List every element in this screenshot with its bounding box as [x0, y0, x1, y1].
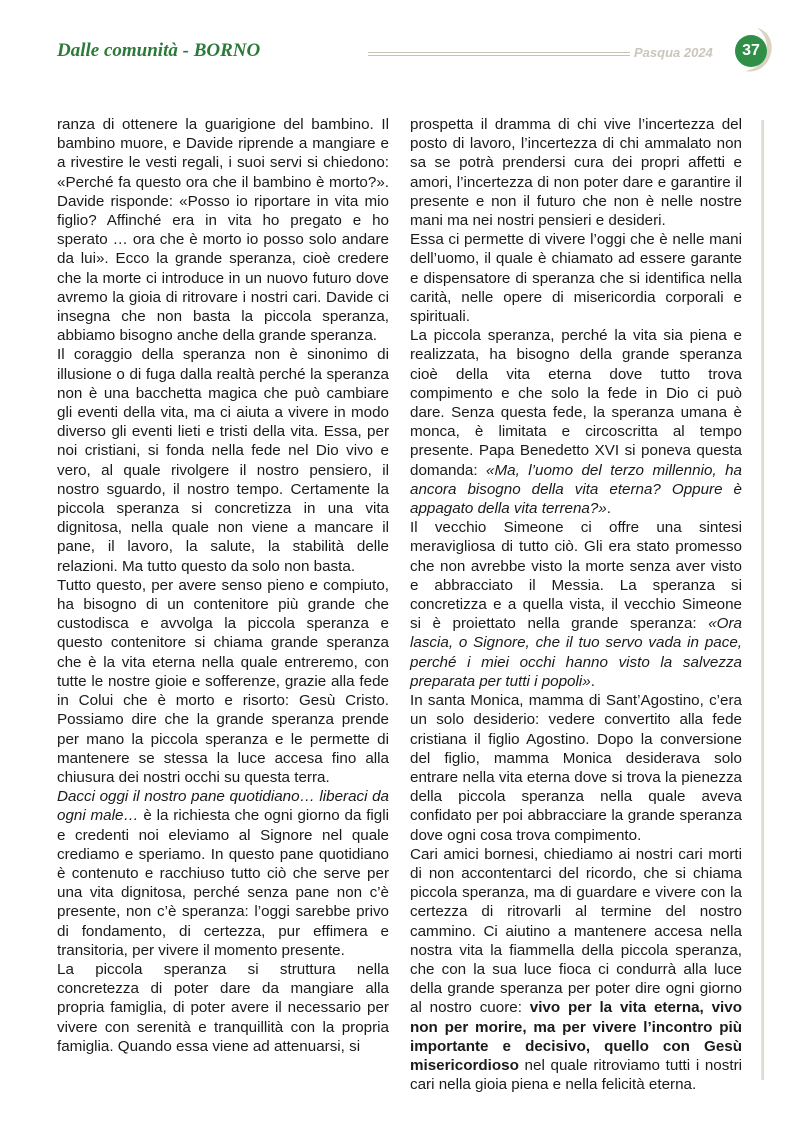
- paragraph: [410, 845, 742, 1095]
- paragraph-text: La piccola speranza, perché la vita sia piena e realizzata, ha bisogno della grande speranza cioè della vita eterna dove tutto trova compimento e che solo la fede in Dio ci può dare. Senza questa fede, la speranza umana è monca, è limitata e circoscritta al tempo presente. Papa Benedetto XVI si poneva questa domanda:: [410, 327, 742, 479]
- paragraph-text: .: [590, 672, 595, 690]
- paragraph: Il coraggio della speranza non è sinonimo di illusione o di fuga dalla realtà perché la speranza non è una bacchetta magica che può cambiare gli eventi della vita, ma ci aiuta a vivere in modo diverso gli eventi lieti e tristi della vita. Essa, per noi cristiani, si fonda nella fede nel Dio vivo e vero, al quale rivolgere il nostro pensiero, il nostro sguardo, il nostro tempo. Certamente la piccola speranza si concretizza in una vita dignitosa, nella quale non viene a mancare il pane, il lavoro, la salute, la stabilità delle relazioni. Ma tutto questo da solo non basta.: [57, 346, 389, 575]
- paragraph: [410, 518, 742, 691]
- simeon-quote: «Ora lascia, o Signore, che il tuo servo vada in pace, perché i miei occhi hanno visto la salvezza preparata per tutti i popoli»: [410, 615, 742, 690]
- paragraph: La piccola speranza si struttura nella concretezza di poter dare da mangiare alla propria famiglia, di poter avere il necessario per vivere con serenità e tranquillità con la propria famiglia. Quando essa viene ad attenuarsi, si: [57, 960, 389, 1055]
- right-column: [410, 115, 742, 1094]
- section-title: Dalle comunità - BORNO: [57, 40, 261, 61]
- paragraph-text: Il vecchio Simeone ci offre una sintesi meravigliosa di tutto ciò. Gli era stato promesso che non avrebbe visto la morte senza aver visto e abbracciato il Messia. La speranza si concretizza e a quella vista, il vecchio Simeone si è proiettato nella grande speranza:: [410, 519, 742, 633]
- page-number-badge: 37: [735, 35, 767, 67]
- paragraph: [57, 787, 389, 960]
- paragraph-text: .: [606, 500, 611, 518]
- header-rule: [368, 52, 630, 56]
- paragraph-text: Cari amici bornesi, chiediamo ai nostri cari morti di non accontentarci del ricordo, che si chiama piccola speranza, ma di guardare e vivere con la certezza di ritrovarli al termine del nostro cammino. Ci aiutino a mantenere accesa nella nostra vita la fiammella della piccola speranza, che con la sua luce fioca ci condurrà alla luce della grande speranza per poter dire ogni giorno al nostro cuore:: [410, 845, 742, 1017]
- paragraph: Essa ci permette di vivere l’oggi che è nelle mani dell’uomo, il quale è chiamato ad essere garante e dispensatore di speranza che si identifica nella carità, nelle opere di misericordia corporali e spirituali.: [410, 231, 742, 326]
- paragraph-text: è la richiesta che ogni giorno da figli e credenti noi eleviamo al Signore nel quale crediamo e speriamo. In questo pane quotidiano è contenuto e racchiuso tutto ciò che serve per una vita dignitosa, perché senza pane non c’è presente, non c’è speranza: l’oggi sarebbe privo di fondamento, di certezza, pur effimera e transitoria, per vivere il momento presente.: [57, 807, 389, 959]
- paragraph-text: nel quale ritroviamo tutti i nostri cari nella gioia piena e nella felicità eterna.: [410, 1056, 742, 1094]
- left-column: [57, 115, 389, 1056]
- paragraph: In santa Monica, mamma di Sant’Agostino, c’era un solo desiderio: vedere convertito alla fede cristiana il figlio Agostino. Dopo la conversione del figlio, mamma Monica desiderava solo entrare nella vita eterna dove si trova la pienezza della piccola speranza nella quale aveva confidato per poi abbracciare la grande speranza dove ogni cosa trova compimento.: [410, 692, 742, 844]
- prayer-quote: Dacci oggi il nostro pane quotidiano… liberaci da ogni male…: [57, 788, 389, 825]
- paragraph: [410, 326, 742, 518]
- benedict-quote: «Ma, l’uomo del terzo millennio, ha ancora bisogno della vita eterna? Oppure è appagato della vita terrena?»: [410, 461, 742, 518]
- page-edge-decoration: [761, 120, 764, 1080]
- issue-label: Pasqua 2024: [634, 45, 713, 60]
- bold-statement: vivo per la vita eterna, vivo non per morire, ma per vivere l’incontro più importante e decisivo, quello con Gesù misericordioso: [410, 999, 743, 1074]
- paragraph: ranza di ottenere la guarigione del bambino. Il bambino muore, e Davide riprende a mangiare e a rivestire le vesti regali, i suoi servi si chiedono: «Perché fa questo ora che il bambino è morto?». Davide risponde: «Posso io riportare in vita mio figlio? Affinché era in vita ho pregato e ho sperato … ora che è morto io posso solo andare da lui». Ecco la grande speranza, cioè credere che la morte ci introduce in un nuovo futuro dove avremo la gioia di ritrovare i nostri cari. Davide ci insegna che non basta la piccola speranza, abbiamo bisogno anche della grande speranza.: [57, 116, 389, 345]
- paragraph: Tutto questo, per avere senso pieno e compiuto, ha bisogno di un contenitore più grande che custodisca e avvolga la piccola speranza e questo contenitore si chiama grande speranza che è la vita eterna nella quale entreremo, con tutte le nostre gioie e sofferenze, grazie alla fede in Colui che è morto e risorto: Gesù Cristo. Possiamo dire che la grande speranza prende per mano la piccola speranza e le permette di mantenere se stessa la luce accesa fino alla chiusura dei nostri occhi su questa terra.: [57, 576, 389, 786]
- paragraph: prospetta il dramma di chi vive l’incertezza del posto di lavoro, l’incertezza di chi ammalato non sa se potrà prendersi cura dei propri affetti e amori, l’incertezza di non poter dare e garantire il presente e non il futuro che non è nelle nostre mani ma nei nostri pensieri e desideri.: [410, 116, 742, 230]
